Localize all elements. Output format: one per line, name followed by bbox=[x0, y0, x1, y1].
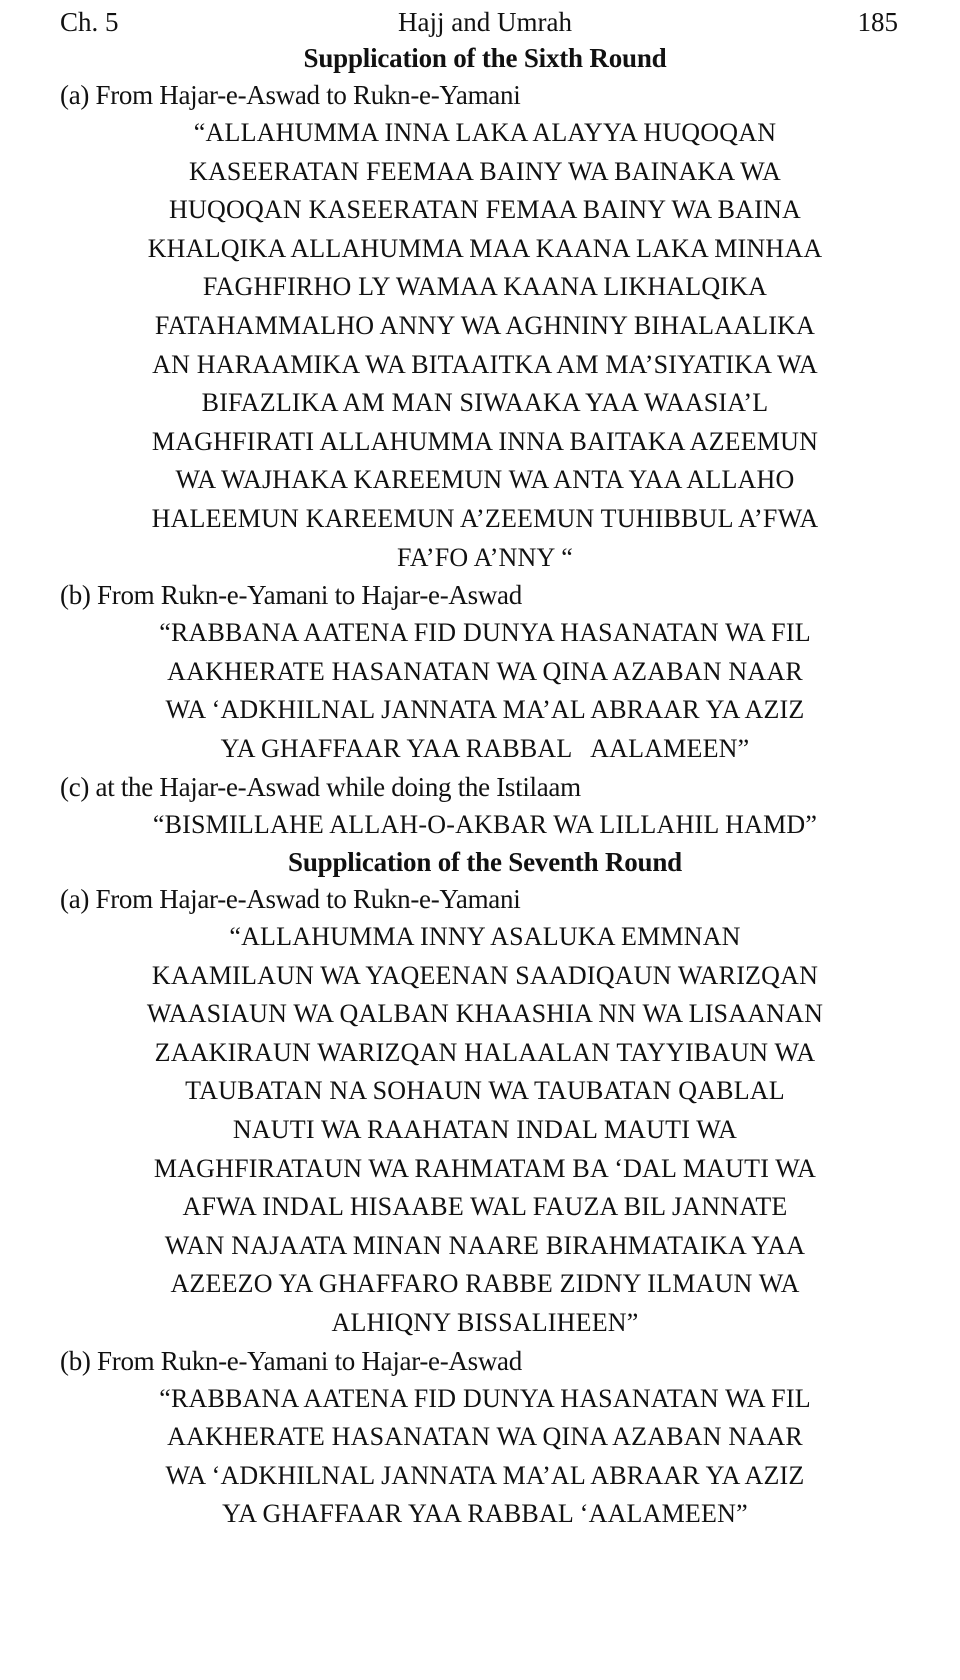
dua-line: TAUBATAN NA SOHAUN WA TAUBATAN QABLAL bbox=[185, 1076, 785, 1106]
seventh-round-part-a-supplication bbox=[60, 918, 910, 1343]
dua-line: AAKHERATE HASANATAN WA QINA AZABAN NAAR bbox=[167, 656, 803, 686]
dua-line: FA’FO A’NNY “ bbox=[397, 542, 573, 572]
dua-line: WA WAJHAKA KAREEMUN WA ANTA YAA ALLAHO bbox=[175, 465, 795, 495]
page-number: 185 bbox=[857, 7, 898, 37]
dua-line: KAAMILAUN WA YAQEENAN SAADIQAUN WARIZQAN bbox=[151, 960, 819, 990]
seventh-round-part-a-label: (a) From Hajar-e-Aswad to Rukn-e-Yamani bbox=[60, 884, 521, 915]
seventh-round-part-b-label: (b) From Rukn-e-Yamani to Hajar-e-Aswad bbox=[60, 1345, 522, 1376]
seventh-round-part-b-supplication bbox=[60, 1380, 910, 1534]
dua-line: NAUTI WA RAAHATAN INDAL MAUTI WA bbox=[232, 1115, 738, 1145]
book-title: Hajj and Umrah bbox=[398, 7, 572, 37]
dua-line: WAN NAJAATA MINAN NAARE BIRAHMATAIKA YAA bbox=[164, 1230, 806, 1260]
dua-line: MAGHFIRATI ALLAHUMMA INNA BAITAKA AZEEMUN bbox=[151, 426, 819, 456]
seventh-round-heading: Supplication of the Seventh Round bbox=[288, 847, 682, 878]
sixth-round-part-b-label: (b) From Rukn-e-Yamani to Hajar-e-Aswad bbox=[60, 580, 522, 611]
dua-line: MAGHFIRATAUN WA RAHMATAM BA ‘DAL MAUTI WA bbox=[153, 1153, 817, 1183]
dua-line: “ALLAHUMMA INNY ASALUKA EMMNAN bbox=[229, 922, 741, 952]
dua-line: YA GHAFFAAR YAA RABBAL AALAMEEN” bbox=[220, 733, 750, 763]
sixth-round-part-a-label: (a) From Hajar-e-Aswad to Rukn-e-Yamani bbox=[60, 80, 521, 110]
dua-line: AAKHERATE HASANATAN WA QINA AZABAN NAAR bbox=[167, 1422, 803, 1452]
dua-line: WA ‘ADKHILNAL JANNATA MA’AL ABRAAR YA AZIZ bbox=[165, 1460, 805, 1490]
dua-line: “ALLAHUMMA INNA LAKA ALAYYA HUQOQAN bbox=[193, 118, 777, 147]
dua-line: AZEEZO YA GHAFFARO RABBE ZIDNY ILMAUN WA bbox=[170, 1269, 800, 1299]
dua-line: AN HARAAMIKA WA BITAAITKA AM MA’SIYATIKA WA bbox=[152, 349, 818, 379]
dua-line: “RABBANA AATENA FID DUNYA HASANATAN WA FIL bbox=[159, 618, 811, 648]
running-header bbox=[60, 4, 910, 40]
dua-line: FAGHFIRHO LY WAMAA KAANA LIKHALQIKA bbox=[202, 272, 768, 302]
book-page bbox=[60, 4, 910, 1534]
dua-line: KASEERATAN FEEMAA BAINY WA BAINAKA WA bbox=[188, 156, 782, 186]
sixth-round-part-c-supplication bbox=[60, 806, 910, 845]
sixth-round-heading: Supplication of the Sixth Round bbox=[303, 43, 667, 73]
chapter-label: Ch. 5 bbox=[60, 7, 119, 37]
dua-line: ALHIQNY BISSALIHEEN” bbox=[331, 1308, 639, 1338]
dua-line: “RABBANA AATENA FID DUNYA HASANATAN WA FIL bbox=[159, 1383, 811, 1413]
sixth-round-part-b-supplication bbox=[60, 614, 910, 768]
dua-line: WAASIAUN WA QALBAN KHAASHIA NN WA LISAANAN bbox=[146, 999, 824, 1029]
dua-line: AFWA INDAL HISAABE WAL FAUZA BIL JANNATE bbox=[182, 1192, 788, 1222]
sixth-round-part-c-label: (c) at the Hajar-e-Aswad while doing the Istilaam bbox=[60, 771, 581, 802]
dua-line: YA GHAFFAAR YAA RABBAL ‘AALAMEEN” bbox=[222, 1499, 748, 1529]
dua-line: HUQOQAN KASEERATAN FEMAA BAINY WA BAINA bbox=[169, 195, 801, 225]
dua-line: “BISMILLAHE ALLAH-O-AKBAR WA LILLAHIL HAMD” bbox=[152, 809, 818, 839]
dua-line: ZAAKIRAUN WARIZQAN HALAALAN TAYYIBAUN WA bbox=[154, 1037, 816, 1067]
dua-line: KHALQIKA ALLAHUMMA MAA KAANA LAKA MINHAA bbox=[147, 233, 823, 263]
dua-line: WA ‘ADKHILNAL JANNATA MA’AL ABRAAR YA AZIZ bbox=[165, 695, 805, 725]
dua-line: HALEEMUN KAREEMUN A’ZEEMUN TUHIBBUL A’FWA bbox=[151, 503, 819, 533]
dua-line: FATAHAMMALHO ANNY WA AGHNINY BIHALAALIKA bbox=[154, 310, 816, 340]
dua-line: BIFAZLIKA AM MAN SIWAAKA YAA WAASIA’L bbox=[201, 388, 769, 418]
sixth-round-part-a-supplication bbox=[60, 114, 910, 577]
